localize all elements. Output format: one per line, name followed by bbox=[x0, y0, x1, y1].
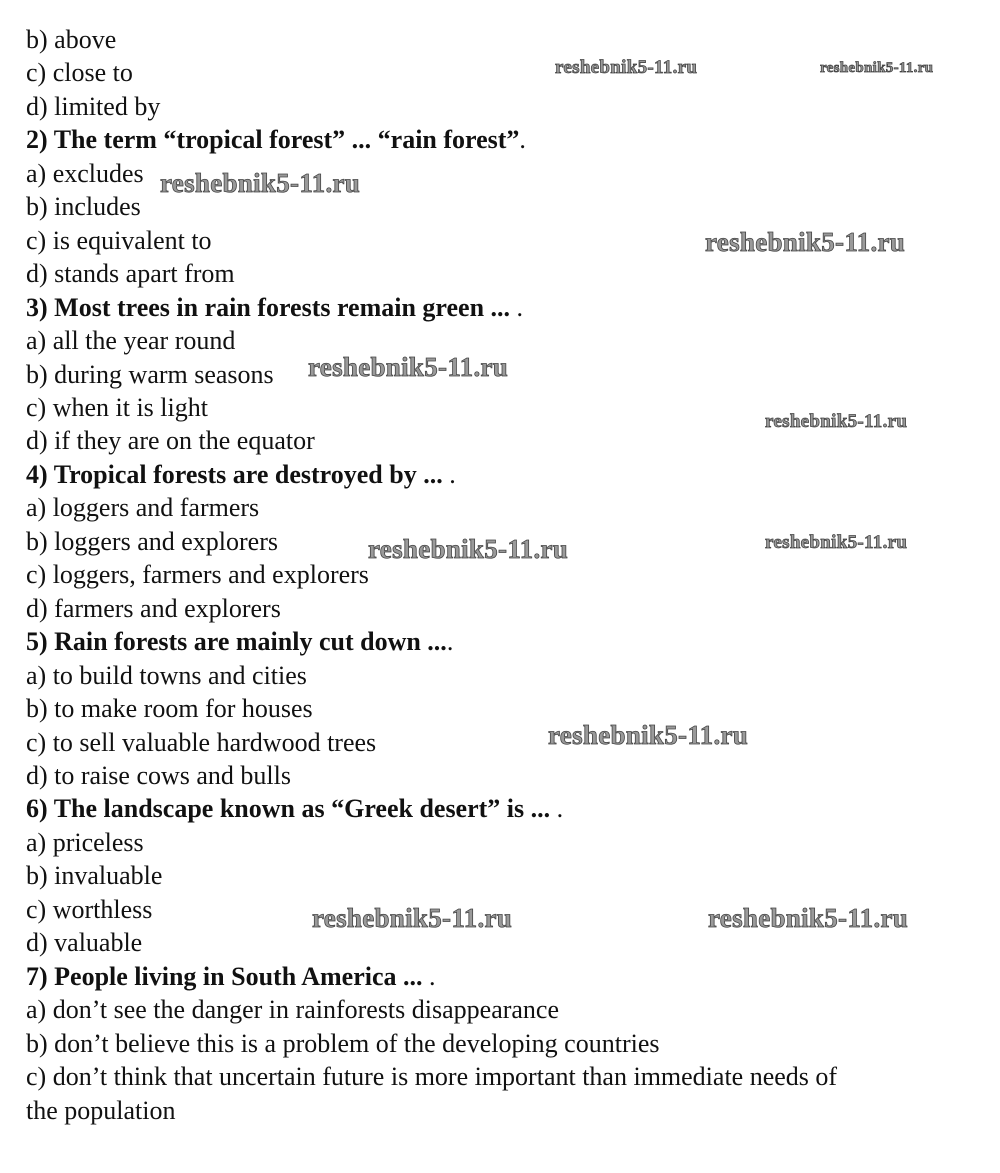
question-heading bbox=[26, 458, 976, 491]
answer-option: d) farmers and explorers bbox=[26, 593, 281, 623]
answer-option: d) stands apart from bbox=[26, 259, 235, 289]
watermark: reshebnik5-11.ru bbox=[548, 720, 749, 750]
answer-option: c) close to bbox=[26, 58, 133, 88]
answer-option: b) don’t believe this is a problem of the developing countries bbox=[26, 1028, 660, 1058]
answer-option: d) if they are on the equator bbox=[26, 426, 315, 456]
answer-option: b) loggers and explorers bbox=[26, 526, 278, 556]
question-text: 5) Rain forests are mainly cut down ... bbox=[26, 627, 447, 657]
answer-option: c) to sell valuable hardwood trees bbox=[26, 727, 377, 757]
answer-option: a) priceless bbox=[26, 827, 144, 857]
watermark: reshebnik5-11.ru bbox=[312, 903, 513, 933]
watermark: reshebnik5-11.ru bbox=[308, 352, 509, 382]
question-text: 2) The term “tropical forest” ... “rain forest” bbox=[26, 125, 520, 155]
answer-option: b) includes bbox=[26, 192, 141, 222]
question-punctuation: . bbox=[446, 627, 454, 657]
answer-option: b) to make room for houses bbox=[26, 694, 313, 724]
question-punctuation: . bbox=[550, 794, 564, 824]
answer-option: a) excludes bbox=[26, 158, 144, 188]
question-text: 7) People living in South America ... bbox=[26, 961, 423, 991]
answer-option: b) during warm seasons bbox=[26, 359, 274, 389]
question-punctuation: . bbox=[422, 961, 436, 991]
answer-option: d) valuable bbox=[26, 928, 143, 958]
answer-option: d) to raise cows and bulls bbox=[26, 760, 292, 790]
watermark: reshebnik5-11.ru bbox=[555, 57, 698, 78]
question-heading bbox=[26, 123, 976, 156]
answer-option: c) is equivalent to bbox=[26, 225, 212, 255]
watermark: reshebnik5-11.ru bbox=[368, 534, 569, 564]
answer-option: c) worthless bbox=[26, 894, 153, 924]
question-heading bbox=[26, 625, 976, 658]
question-punctuation: . bbox=[510, 292, 524, 322]
watermark: reshebnik5-11.ru bbox=[705, 227, 906, 257]
question-text: 4) Tropical forests are destroyed by ... bbox=[26, 459, 443, 489]
answer-option: a) don’t see the danger in rainforests disappearance bbox=[26, 995, 560, 1025]
watermark: reshebnik5-11.ru bbox=[708, 903, 909, 933]
question-text: 3) Most trees in rain forests remain green ... bbox=[26, 292, 511, 322]
answer-option: b) above bbox=[26, 25, 117, 54]
watermark: reshebnik5-11.ru bbox=[160, 168, 361, 198]
watermark: reshebnik5-11.ru bbox=[765, 532, 908, 553]
answer-option: d) limited by bbox=[26, 91, 161, 121]
answer-option: c) when it is light bbox=[26, 392, 208, 422]
question-heading bbox=[26, 792, 976, 825]
question-text: 6) The landscape known as “Greek desert” is ... bbox=[26, 794, 551, 824]
answer-option: c) loggers, farmers and explorers bbox=[26, 560, 369, 590]
question-punctuation: . bbox=[519, 125, 526, 155]
watermark: reshebnik5-11.ru bbox=[765, 411, 908, 432]
question-punctuation: . bbox=[442, 459, 456, 489]
answer-option: b) invaluable bbox=[26, 861, 163, 891]
answer-option: the population bbox=[26, 1095, 176, 1125]
answer-option: c) don’t think that uncertain future is more important than immediate needs of bbox=[26, 1062, 838, 1092]
watermark: reshebnik5-11.ru bbox=[820, 60, 934, 76]
question-heading bbox=[26, 291, 976, 324]
answer-option: a) to build towns and cities bbox=[26, 660, 307, 690]
answer-option: a) loggers and farmers bbox=[26, 493, 260, 523]
answer-option: a) all the year round bbox=[26, 326, 236, 356]
question-heading bbox=[26, 960, 976, 993]
